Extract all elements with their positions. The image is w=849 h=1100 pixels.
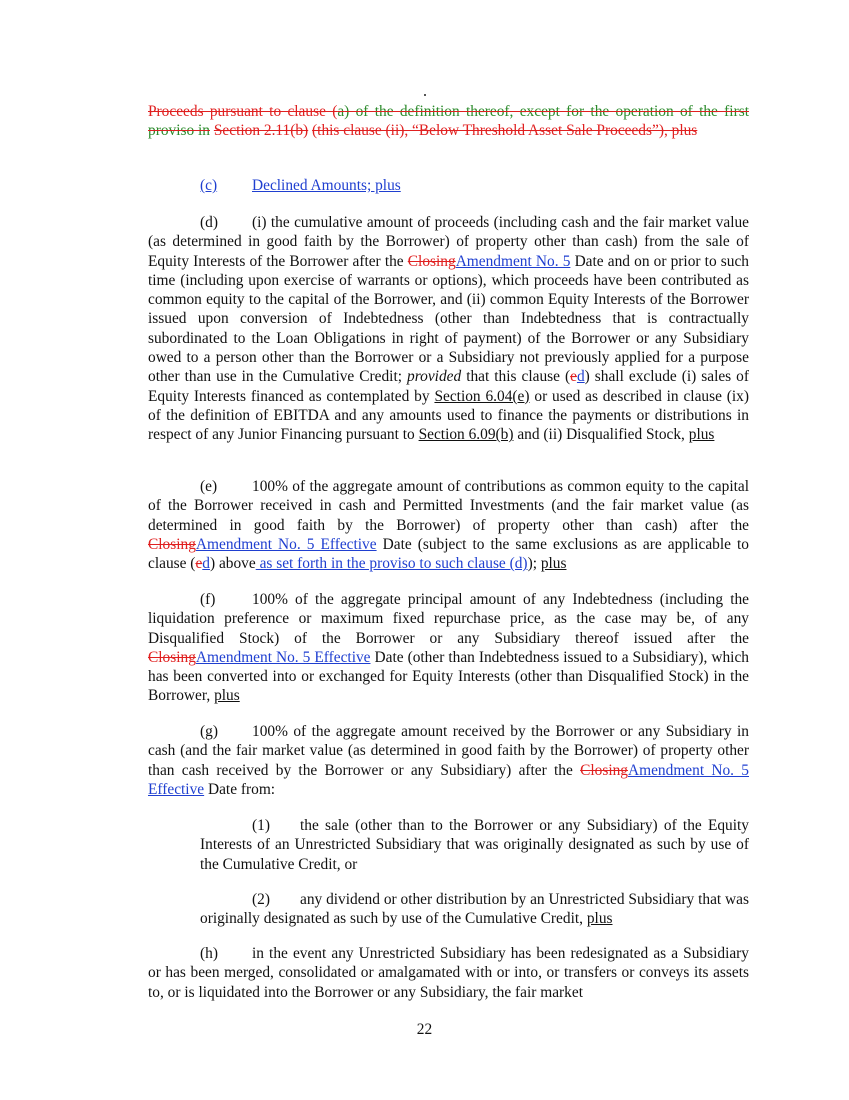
- page-number: 22: [416, 1021, 433, 1038]
- clause-label-h: (h): [200, 945, 218, 962]
- clause-label-g-1: (1): [252, 817, 270, 834]
- paragraph-d: (d) (i) the cumulative amount of proceeds (including cash and the fair market value (as determined in good faith by the Borrower) of property other than cash) from the sale of Equity Interests of the Borrower after the ClosingAmendment No. 5 Date and on or prior to such time (including upon exercise of warrants or options), which proceeds have been contributed as common equity to the capital of the Borrower, and (ii) common Equity Interests of the Borrower issued upon conversion of Indebtedness (other than Indebtedness that is contractually subordinated to the Loan Obligations in right of payment) of the Borrower or any Subsidiary owed to a person other than the Borrower or a Subsidiary not previously applied for a purpose other than use in the Cumulative Credit; provided that this clause (ed) shall exclude (i) sales of Equity Interests financed as contemplated by Section 6.04(e) or used as described in clause (ix) of the definition of EBITDA and any amounts used to finance the payments or distributions in respect of any Junior Financing pursuant to Section 6.09(b) and (ii) Disqualified Stock, plus: [148, 214, 750, 444]
- declined-amounts-text: Declined Amounts; plus: [252, 177, 401, 194]
- clause-label-c: (c): [200, 177, 218, 194]
- clause-label-e: (e): [200, 478, 218, 495]
- clause-label-g-2: (2): [252, 891, 270, 908]
- paragraph-g-2: (2) any dividend or other distribution by an Unrestricted Subsidiary that was originally designated as such by use of the Cumulative Credit, plus: [200, 891, 749, 928]
- section-6-04e-reference: Section 6.04(e): [434, 387, 530, 405]
- paragraph-f: (f) 100% of the aggregate principal amount of any Indebtedness (including the liquidation preference or maximum fixed repurchase price, as the case may be, of any Disqualified Stock) of the Borrower or any Subsidiary thereof issued after the ClosingAmendment No. 5 Effective Date (other than Indebtedness issued to a Subsidiary), which has been converted into or exchanged for Equity Interests (other than Disqualified Stock) in the Borrower, plus: [148, 591, 749, 705]
- paragraph-h: (h) in the event any Unrestricted Subsidiary has been redesignated as a Subsidiary or has been merged, consolidated or amalgamated with or into, or transfers or conveys its assets to, or is liquidated into the Borrower or any Subsidiary, the fair market: [148, 945, 749, 1001]
- section-6-09b-reference: Section 6.09(b): [418, 426, 514, 444]
- paragraph-proceeds-deleted: Proceeds pursuant to clause (a) of the definition thereof, except for the operation of the first proviso in Section 2.11(b) (this clause (ii), “Below Threshold Asset Sale Proceeds”), plus: [148, 103, 749, 140]
- clause-label-d: (d): [200, 214, 218, 231]
- paragraph-g: (g) 100% of the aggregate amount received by the Borrower or any Subsidiary in cash (and the fair market value (as determined in good faith by the Borrower) of property other than cash received by the Borrower or any Subsidiary) after the ClosingAmendment No. 5 Effective Date from:: [148, 723, 749, 798]
- paragraph-e: (e) 100% of the aggregate amount of contributions as common equity to the capital of the Borrower received in cash and Permitted Investments (and the fair market value (as determined in good faith by the Borrower) of property other than cash) after the ClosingAmendment No. 5 Effective Date (subject to the same exclusions as are applicable to clause (ed) above as set forth in the proviso to such clause (d)); plus: [148, 478, 749, 573]
- paragraph-g-1: (1) the sale (other than to the Borrower or any Subsidiary) of the Equity Interests of an Unrestricted Subsidiary that was originally designated as such by use of the Cumulative Credit, or: [200, 817, 749, 873]
- clause-label-g: (g): [200, 723, 218, 740]
- clause-label-f: (f): [200, 591, 216, 608]
- paragraph-c: [148, 176, 749, 195]
- page-speck: [424, 94, 426, 96]
